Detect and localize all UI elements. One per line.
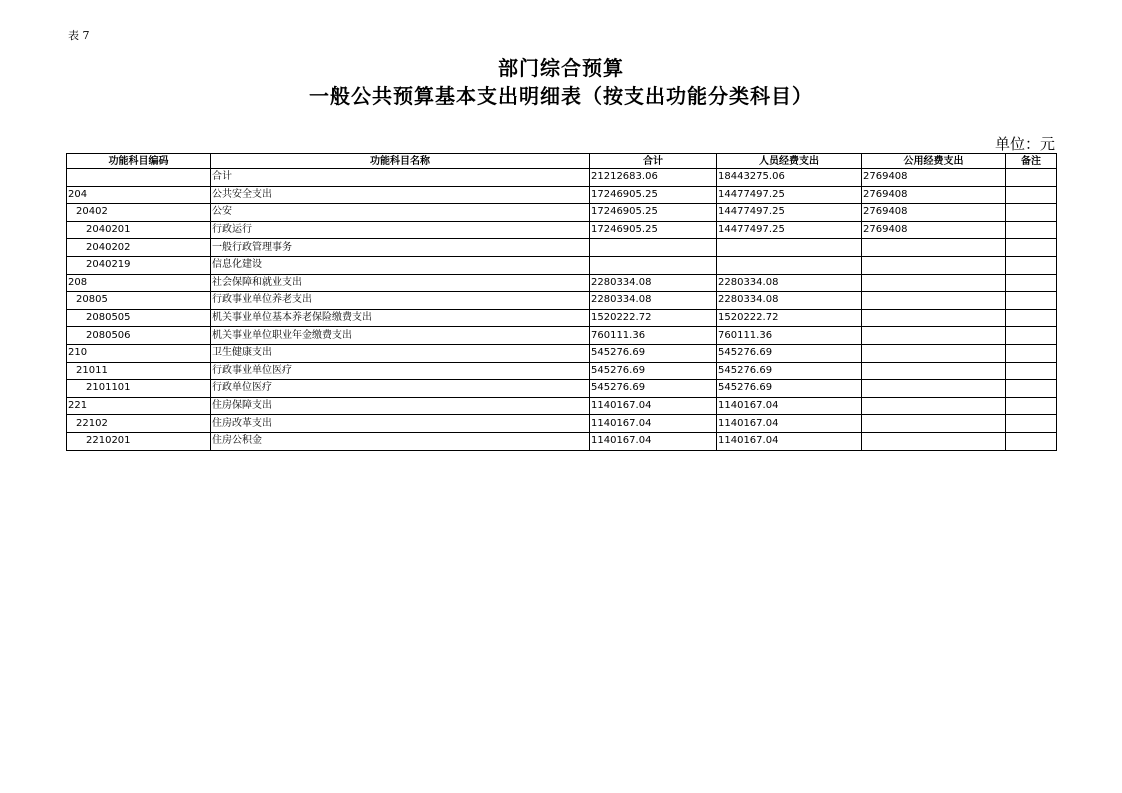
cell-personnel: 14477497.25 <box>717 221 862 239</box>
cell-total <box>590 239 717 257</box>
cell-public <box>862 327 1006 345</box>
cell-total: 17246905.25 <box>590 204 717 222</box>
cell-name: 信息化建设 <box>211 256 590 274</box>
cell-personnel: 1140167.04 <box>717 397 862 415</box>
column-header-name: 功能科目名称 <box>211 154 590 169</box>
cell-name: 卫生健康支出 <box>211 344 590 362</box>
cell-public <box>862 239 1006 257</box>
cell-code: 20805 <box>67 292 211 310</box>
column-header-code: 功能科目编码 <box>67 154 211 169</box>
cell-code: 22102 <box>67 415 211 433</box>
cell-public <box>862 344 1006 362</box>
cell-personnel: 14477497.25 <box>717 186 862 204</box>
cell-personnel: 18443275.06 <box>717 169 862 187</box>
cell-personnel: 2280334.08 <box>717 292 862 310</box>
cell-code: 2080505 <box>67 309 211 327</box>
cell-note <box>1006 327 1057 345</box>
cell-code: 210 <box>67 344 211 362</box>
cell-public <box>862 397 1006 415</box>
cell-total: 1140167.04 <box>590 397 717 415</box>
cell-note <box>1006 380 1057 398</box>
cell-personnel: 1140167.04 <box>717 415 862 433</box>
table-row <box>67 362 1057 380</box>
cell-name: 机关事业单位职业年金缴费支出 <box>211 327 590 345</box>
table-row <box>67 256 1057 274</box>
cell-code: 208 <box>67 274 211 292</box>
cell-code <box>67 169 211 187</box>
page-title: 部门综合预算 <box>498 56 624 80</box>
unit-label: 单位：元 <box>994 135 1055 153</box>
cell-note <box>1006 169 1057 187</box>
cell-total: 2280334.08 <box>590 292 717 310</box>
cell-name: 住房改革支出 <box>211 415 590 433</box>
cell-name: 行政运行 <box>211 221 590 239</box>
cell-public: 2769408 <box>862 186 1006 204</box>
cell-name: 住房保障支出 <box>211 397 590 415</box>
cell-name: 行政事业单位医疗 <box>211 362 590 380</box>
cell-public <box>862 380 1006 398</box>
cell-total <box>590 256 717 274</box>
table-row <box>67 397 1057 415</box>
cell-public: 2769408 <box>862 204 1006 222</box>
cell-personnel: 545276.69 <box>717 380 862 398</box>
column-header-public: 公用经费支出 <box>862 154 1006 169</box>
cell-note <box>1006 415 1057 433</box>
cell-public: 2769408 <box>862 169 1006 187</box>
cell-public <box>862 415 1006 433</box>
cell-total: 1140167.04 <box>590 432 717 450</box>
cell-public <box>862 362 1006 380</box>
column-header-total: 合计 <box>590 154 717 169</box>
cell-note <box>1006 239 1057 257</box>
cell-name: 住房公积金 <box>211 432 590 450</box>
cell-personnel <box>717 239 862 257</box>
cell-name: 行政单位医疗 <box>211 380 590 398</box>
cell-code: 2040201 <box>67 221 211 239</box>
cell-personnel: 2280334.08 <box>717 274 862 292</box>
cell-name: 公安 <box>211 204 590 222</box>
cell-note <box>1006 362 1057 380</box>
cell-public <box>862 292 1006 310</box>
cell-public <box>862 256 1006 274</box>
cell-note <box>1006 186 1057 204</box>
table-row <box>67 415 1057 433</box>
cell-total: 545276.69 <box>590 362 717 380</box>
cell-name: 公共安全支出 <box>211 186 590 204</box>
table-row <box>67 380 1057 398</box>
cell-public <box>862 432 1006 450</box>
table-row <box>67 309 1057 327</box>
page-subtitle: 一般公共预算基本支出明细表（按支出功能分类科目） <box>309 84 813 108</box>
cell-public: 2769408 <box>862 221 1006 239</box>
cell-total: 17246905.25 <box>590 186 717 204</box>
cell-personnel: 545276.69 <box>717 344 862 362</box>
column-header-personnel: 人员经费支出 <box>717 154 862 169</box>
cell-code: 20402 <box>67 204 211 222</box>
cell-personnel <box>717 256 862 274</box>
cell-personnel: 545276.69 <box>717 362 862 380</box>
table-row <box>67 239 1057 257</box>
cell-note <box>1006 432 1057 450</box>
cell-public <box>862 274 1006 292</box>
cell-note <box>1006 292 1057 310</box>
cell-code: 2040202 <box>67 239 211 257</box>
cell-note <box>1006 221 1057 239</box>
cell-name: 一般行政管理事务 <box>211 239 590 257</box>
cell-total: 1140167.04 <box>590 415 717 433</box>
cell-public <box>862 309 1006 327</box>
cell-code: 221 <box>67 397 211 415</box>
cell-code: 204 <box>67 186 211 204</box>
cell-total: 2280334.08 <box>590 274 717 292</box>
cell-note <box>1006 256 1057 274</box>
cell-code: 2080506 <box>67 327 211 345</box>
table-header-row <box>67 154 1057 169</box>
cell-total: 545276.69 <box>590 380 717 398</box>
cell-total: 760111.36 <box>590 327 717 345</box>
cell-name: 社会保障和就业支出 <box>211 274 590 292</box>
table-row <box>67 344 1057 362</box>
cell-note <box>1006 204 1057 222</box>
table-row <box>67 169 1057 187</box>
cell-note <box>1006 344 1057 362</box>
table-row <box>67 274 1057 292</box>
table-row <box>67 221 1057 239</box>
cell-code: 21011 <box>67 362 211 380</box>
cell-personnel: 14477497.25 <box>717 204 862 222</box>
column-header-note: 备注 <box>1006 154 1057 169</box>
cell-personnel: 1520222.72 <box>717 309 862 327</box>
cell-note <box>1006 397 1057 415</box>
cell-note <box>1006 274 1057 292</box>
cell-code: 2210201 <box>67 432 211 450</box>
budget-table <box>66 153 1057 451</box>
table-row <box>67 292 1057 310</box>
table-row <box>67 204 1057 222</box>
table-body <box>67 169 1057 451</box>
table-number: 表 7 <box>68 29 90 42</box>
cell-total: 545276.69 <box>590 344 717 362</box>
table-row <box>67 432 1057 450</box>
cell-name: 行政事业单位养老支出 <box>211 292 590 310</box>
table-row <box>67 186 1057 204</box>
cell-name: 机关事业单位基本养老保险缴费支出 <box>211 309 590 327</box>
cell-code: 2040219 <box>67 256 211 274</box>
cell-personnel: 1140167.04 <box>717 432 862 450</box>
cell-total: 21212683.06 <box>590 169 717 187</box>
cell-personnel: 760111.36 <box>717 327 862 345</box>
cell-total: 1520222.72 <box>590 309 717 327</box>
cell-code: 2101101 <box>67 380 211 398</box>
cell-note <box>1006 309 1057 327</box>
table-row <box>67 327 1057 345</box>
cell-name: 合计 <box>211 169 590 187</box>
cell-total: 17246905.25 <box>590 221 717 239</box>
